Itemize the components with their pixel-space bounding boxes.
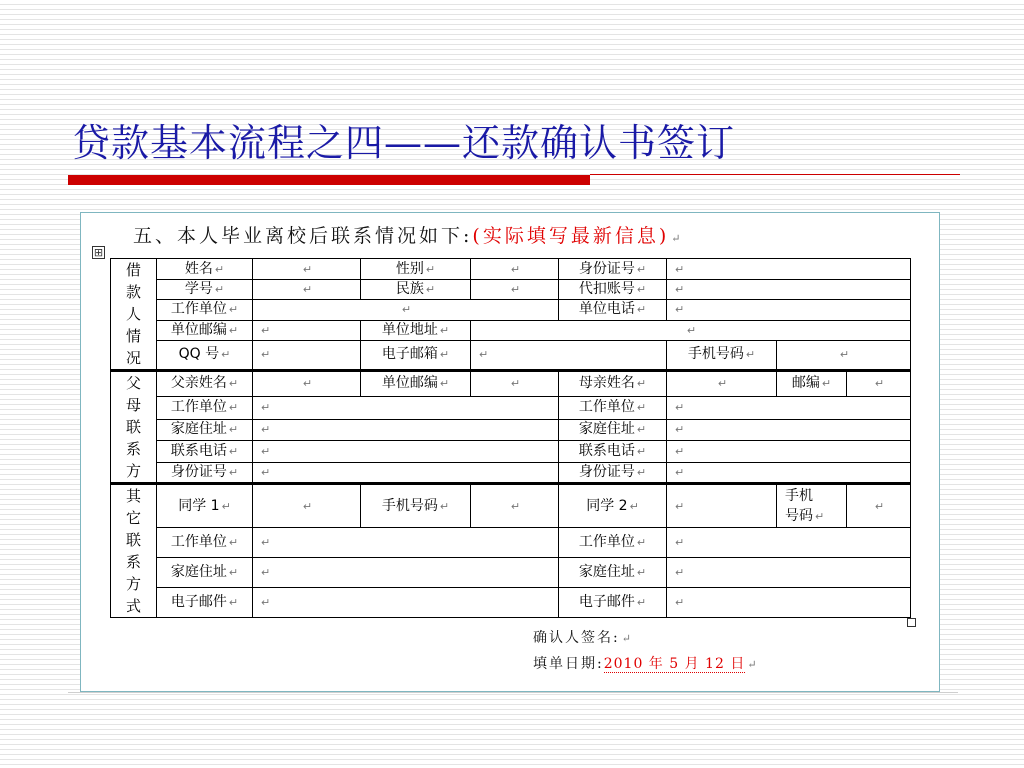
section-label-char: 联 xyxy=(125,418,141,436)
label-debit-account: 代扣账号 ↵ xyxy=(559,280,667,300)
cell-mother-work-unit[interactable]: ↵ xyxy=(667,396,911,419)
cell-zip[interactable]: ↵ xyxy=(847,371,911,397)
cell-student-id[interactable]: ↵ xyxy=(253,280,361,300)
cell-classmate1-mobile[interactable]: ↵ xyxy=(471,484,559,528)
cell-mother-contact-phone[interactable]: ↵ xyxy=(667,441,911,462)
cell-classmate1-home-address[interactable]: ↵ xyxy=(253,558,559,588)
label-classmate2: 同学 2 ↵ xyxy=(559,484,667,528)
signature-label: 确认人签名: xyxy=(533,630,620,646)
label-classmate1: 同学 1 ↵ xyxy=(157,484,253,528)
label-work-unit: 工作单位 ↵ xyxy=(157,300,253,320)
section-parents-label xyxy=(111,371,157,484)
cell-father-contact-phone[interactable]: ↵ xyxy=(253,441,559,462)
cell-ethnicity[interactable]: ↵ xyxy=(471,280,559,300)
label-mobile: 手机号码 ↵ xyxy=(667,340,777,370)
cell-mother-id-number[interactable]: ↵ xyxy=(667,462,911,483)
cell-father-home-address[interactable]: ↵ xyxy=(253,419,559,440)
form-image-frame xyxy=(80,212,940,692)
label-student-id: 学号 ↵ xyxy=(157,280,253,300)
section-label-char: 系 xyxy=(125,553,141,571)
label-zip: 邮编 ↵ xyxy=(777,371,847,397)
label-qq: QQ 号 ↵ xyxy=(157,340,253,370)
cell-mother-home-address[interactable]: ↵ xyxy=(667,419,911,440)
section-label-char: 它 xyxy=(125,509,141,527)
cell-name[interactable]: ↵ xyxy=(253,259,361,280)
section-label-char: 式 xyxy=(125,597,141,615)
cell-work-unit[interactable]: ↵ xyxy=(253,300,559,320)
cell-classmate2-mobile[interactable]: ↵ xyxy=(847,484,911,528)
label-classmate2-home-address: 家庭住址 ↵ xyxy=(559,558,667,588)
cell-classmate2-home-address[interactable]: ↵ xyxy=(667,558,911,588)
cell-classmate1-work-unit[interactable]: ↵ xyxy=(253,528,559,558)
label-father-id-number: 身份证号 ↵ xyxy=(157,462,253,483)
section-label-char: 联 xyxy=(125,531,141,549)
student-info-table xyxy=(110,258,911,618)
cell-classmate2[interactable]: ↵ xyxy=(667,484,777,528)
cell-unit-zip[interactable]: ↵ xyxy=(253,320,361,340)
return-arrow-icon: ↵ xyxy=(671,232,684,245)
form-heading xyxy=(133,221,683,248)
title-underline-thin xyxy=(590,174,960,175)
table-anchor-icon[interactable]: ⊞ xyxy=(93,246,104,259)
cell-unit-phone[interactable]: ↵ xyxy=(667,300,911,320)
label-unit-zip: 单位邮编 ↵ xyxy=(157,320,253,340)
label-unit-address: 单位地址 ↵ xyxy=(361,320,471,340)
label-unit-phone: 单位电话 ↵ xyxy=(559,300,667,320)
label-classmate1-home-address: 家庭住址 ↵ xyxy=(157,558,253,588)
section-others-label xyxy=(111,484,157,618)
cell-id-number[interactable]: ↵ xyxy=(667,259,911,280)
cell-father-work-unit[interactable]: ↵ xyxy=(253,396,559,419)
cell-debit-account[interactable]: ↵ xyxy=(667,280,911,300)
cell-unit-address[interactable]: ↵ xyxy=(471,320,911,340)
form-heading-text: 五、本人毕业离校后联系情况如下: xyxy=(133,225,473,247)
label-gender: 性别 ↵ xyxy=(361,259,471,280)
label-email: 电子邮箱 ↵ xyxy=(361,340,471,370)
label-father-contact-phone: 联系电话 ↵ xyxy=(157,441,253,462)
cell-classmate2-work-unit[interactable]: ↵ xyxy=(667,528,911,558)
cell-mobile[interactable]: ↵ xyxy=(777,340,911,370)
label-mother-work-unit: 工作单位 ↵ xyxy=(559,396,667,419)
cell-classmate1-email[interactable]: ↵ xyxy=(253,588,559,618)
label-classmate2-work-unit: 工作单位 ↵ xyxy=(559,528,667,558)
section-label-char: 借 xyxy=(125,261,141,279)
section-label-char: 情 xyxy=(125,327,141,345)
cell-classmate2-email[interactable]: ↵ xyxy=(667,588,911,618)
cell-qq[interactable]: ↵ xyxy=(253,340,361,370)
cell-father-id-number[interactable]: ↵ xyxy=(253,462,559,483)
label-father-home-address: 家庭住址 ↵ xyxy=(157,419,253,440)
cell-father-name[interactable]: ↵ xyxy=(253,371,361,397)
section-label-char: 方 xyxy=(125,462,141,480)
cell-parents-unit-zip[interactable]: ↵ xyxy=(471,371,559,397)
label-classmate1-mobile: 手机号码 ↵ xyxy=(361,484,471,528)
table-end-marker xyxy=(907,618,916,627)
label-mother-id-number: 身份证号 ↵ xyxy=(559,462,667,483)
label-id-number: 身份证号 ↵ xyxy=(559,259,667,280)
section-label-char: 其 xyxy=(125,487,141,505)
section-label-char: 人 xyxy=(125,305,141,323)
signature-line: 确认人签名: ↵ xyxy=(533,630,633,646)
label-classmate2-mobile: 手机 号码 ↵ xyxy=(777,484,847,528)
label-mother-home-address: 家庭住址 ↵ xyxy=(559,419,667,440)
cell-gender[interactable]: ↵ xyxy=(471,259,559,280)
section-label-char: 方 xyxy=(125,575,141,593)
title-underline-red xyxy=(68,175,590,185)
date-line: 填单日期:2010 年 5 月 12 日 ↵ xyxy=(533,656,759,672)
section-label-char: 款 xyxy=(125,283,141,301)
form-heading-red: (实际填写最新信息) xyxy=(472,225,670,247)
section-label-char: 系 xyxy=(125,440,141,458)
label-ethnicity: 民族 ↵ xyxy=(361,280,471,300)
cell-email[interactable]: ↵ xyxy=(471,340,667,370)
label-classmate2-email: 电子邮件 ↵ xyxy=(559,588,667,618)
date-value: 2010 年 5 月 12 日 xyxy=(603,656,746,672)
label-parents-unit-zip: 单位邮编 ↵ xyxy=(361,371,471,397)
section-borrower-label xyxy=(111,259,157,371)
label-father-work-unit: 工作单位 ↵ xyxy=(157,396,253,419)
slide-bottom-divider xyxy=(68,692,958,693)
slide-title: 贷款基本流程之四——还款确认书签订 xyxy=(72,121,736,165)
section-label-char: 父 xyxy=(125,374,141,392)
label-father-name: 父亲姓名 ↵ xyxy=(157,371,253,397)
section-label-char: 况 xyxy=(125,349,141,367)
cell-mother-name[interactable]: ↵ xyxy=(667,371,777,397)
cell-classmate1[interactable]: ↵ xyxy=(253,484,361,528)
label-mother-name: 母亲姓名 ↵ xyxy=(559,371,667,397)
label-classmate1-email: 电子邮件 ↵ xyxy=(157,588,253,618)
label-classmate1-work-unit: 工作单位 ↵ xyxy=(157,528,253,558)
date-label: 填单日期: xyxy=(533,656,604,672)
label-mother-contact-phone: 联系电话 ↵ xyxy=(559,441,667,462)
section-label-char: 母 xyxy=(125,396,141,414)
label-name: 姓名 ↵ xyxy=(157,259,253,280)
